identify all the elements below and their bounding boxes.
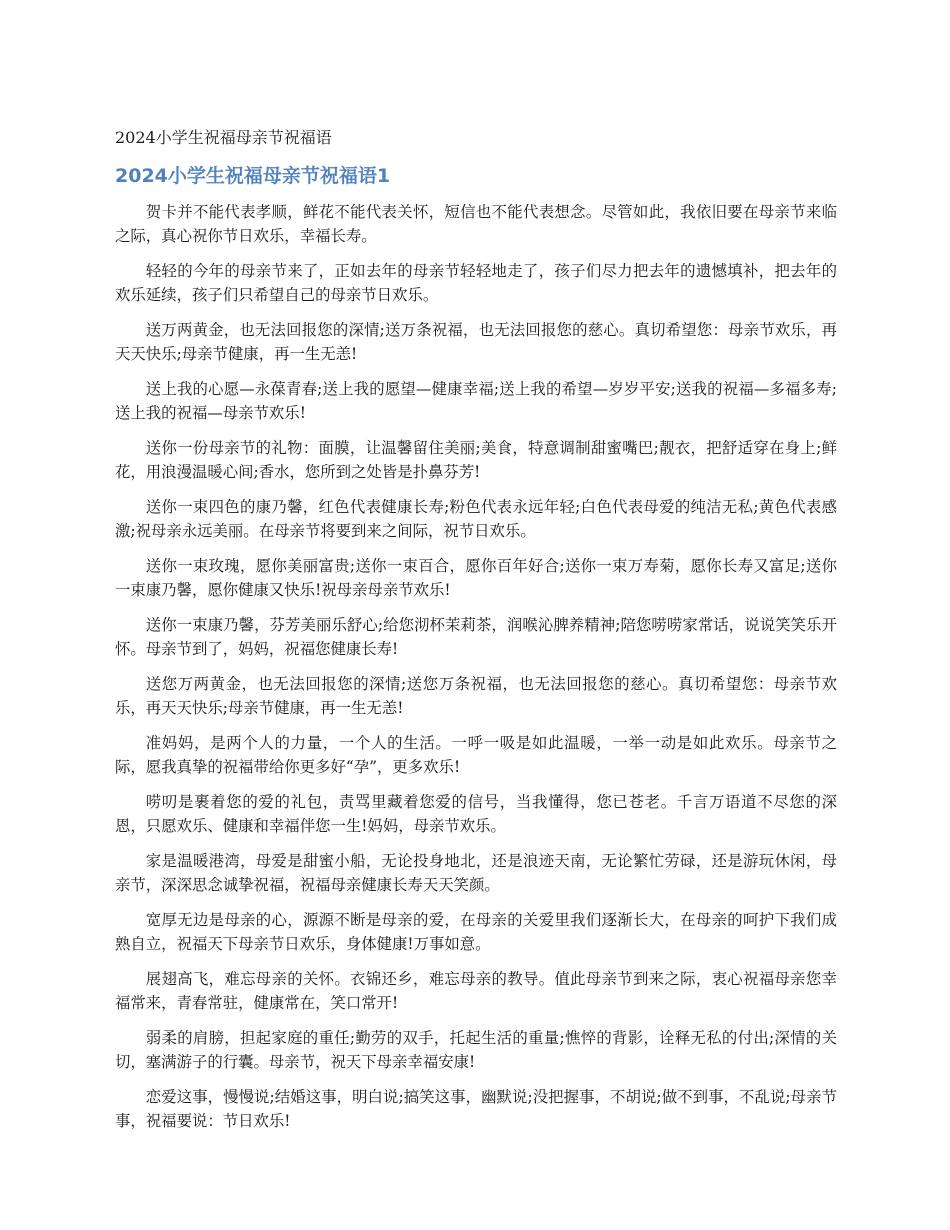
paragraph: 轻轻的今年的母亲节来了，正如去年的母亲节轻轻地走了，孩子们尽力把去年的遗憾填补，把去年的欢乐延续，孩子们只希望自己的母亲节日欢乐。	[115, 262, 837, 304]
paragraph: 送你一份母亲节的礼物：面膜，让温馨留住美丽;美食，特意调制甜蜜嘴巴;靓衣，把舒适穿在身上;鲜花，用浪漫温暖心间;香水，您所到之处皆是扑鼻芬芳!	[115, 439, 837, 481]
paragraph: 唠叨是裹着您的爱的礼包，责骂里藏着您爱的信号，当我懂得，您已苍老。千言万语道不尽您的深恩，只愿欢乐、健康和幸福伴您一生!妈妈，母亲节欢乐。	[115, 793, 837, 835]
paragraph: 送你一束玫瑰，愿你美丽富贵;送你一束百合，愿你百年好合;送你一束万寿菊，愿你长寿又富足;送你一束康乃馨，愿你健康又快乐!祝母亲母亲节欢乐!	[115, 557, 837, 599]
paragraph: 家是温暖港湾，母爱是甜蜜小船，无论投身地北，还是浪迹天南，无论繁忙劳碌，还是游玩休闲，母亲节，深深思念诚挚祝福，祝福母亲健康长寿天天笑颜。	[115, 852, 837, 894]
paragraph: 恋爱这事，慢慢说;结婚这事，明白说;搞笑这事，幽默说;没把握事，不胡说;做不到事，不乱说;母亲节事，祝福要说：节日欢乐!	[115, 1088, 837, 1130]
paragraph: 送你一束四色的康乃馨，红色代表健康长寿;粉色代表永远年轻;白色代表母爱的纯洁无私;黄色代表感激;祝母亲永远美丽。在母亲节将要到来之间际，祝节日欢乐。	[115, 498, 837, 540]
document-body	[115, 200, 837, 1144]
section-heading: 2024小学生祝福母亲节祝福语1	[115, 165, 391, 187]
paragraph: 送上我的心愿—永葆青春;送上我的愿望—健康幸福;送上我的希望—岁岁平安;送我的祝福—多福多寿;送上我的祝福—母亲节欢乐!	[115, 380, 837, 422]
paragraph: 送万两黄金，也无法回报您的深情;送万条祝福，也无法回报您的慈心。真切希望您：母亲节欢乐，再天天快乐;母亲节健康，再一生无恙!	[115, 321, 837, 363]
paragraph: 宽厚无边是母亲的心，源源不断是母亲的爱，在母亲的关爱里我们逐渐长大，在母亲的呵护下我们成熟自立，祝福天下母亲节日欢乐，身体健康!万事如意。	[115, 911, 837, 953]
paragraph: 送你一束康乃馨，芬芳美丽乐舒心;给您沏杯茉莉茶，润喉沁脾养精神;陪您唠唠家常话，说说笑笑乐开怀。母亲节到了，妈妈，祝福您健康长寿!	[115, 616, 837, 658]
document-title: 2024小学生祝福母亲节祝福语	[115, 128, 332, 147]
paragraph: 送您万两黄金，也无法回报您的深情;送您万条祝福，也无法回报您的慈心。真切希望您：母亲节欢乐，再天天快乐;母亲节健康，再一生无恙!	[115, 675, 837, 717]
paragraph: 贺卡并不能代表孝顺，鲜花不能代表关怀，短信也不能代表想念。尽管如此，我依旧要在母亲节来临之际，真心祝你节日欢乐，幸福长寿。	[115, 203, 837, 245]
paragraph: 弱柔的肩膀，担起家庭的重任;勤劳的双手，托起生活的重量;憔悴的背影，诠释无私的付出;深情的关切，塞满游子的行囊。母亲节，祝天下母亲幸福安康!	[115, 1029, 837, 1071]
paragraph: 准妈妈，是两个人的力量，一个人的生活。一呼一吸是如此温暖，一举一动是如此欢乐。母亲节之际，愿我真挚的祝福带给你更多好“孕”，更多欢乐!	[115, 734, 837, 776]
paragraph: 展翅高飞，难忘母亲的关怀。衣锦还乡，难忘母亲的教导。值此母亲节到来之际，衷心祝福母亲您幸福常来，青春常驻，健康常在，笑口常开!	[115, 970, 837, 1012]
